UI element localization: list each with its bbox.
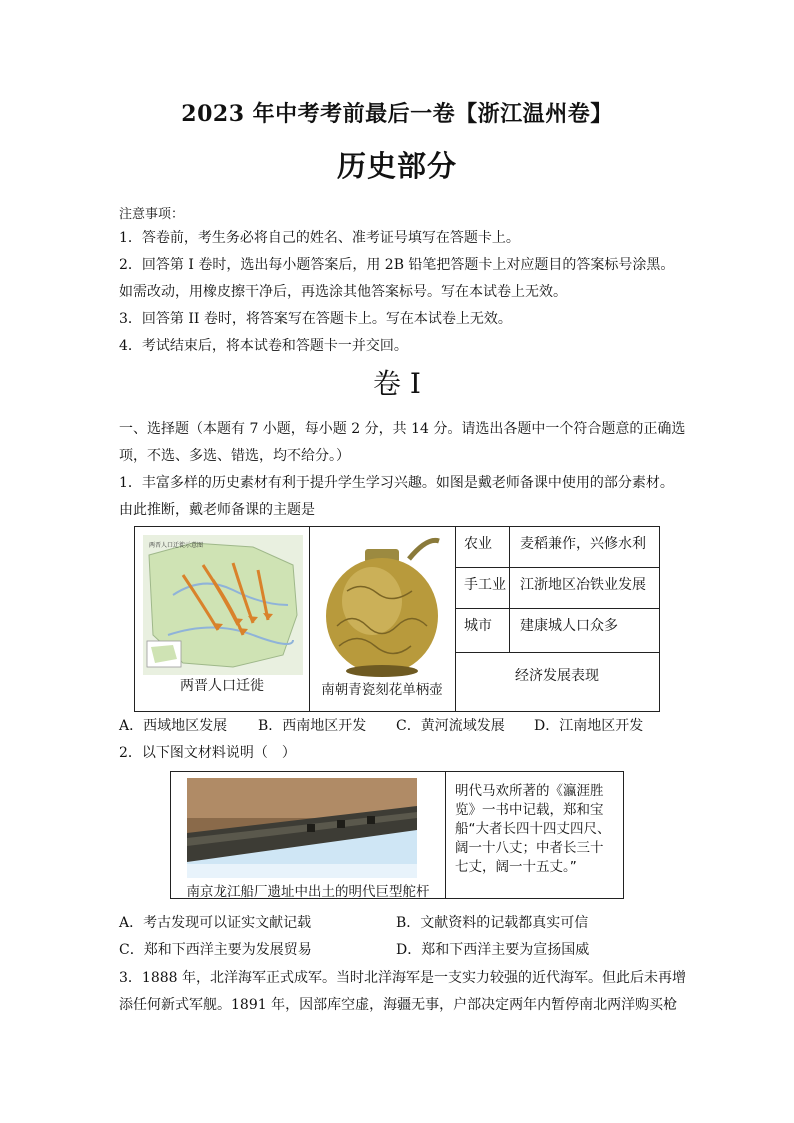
table-footer: 经济发展表现	[515, 668, 599, 684]
table-row-key: 农业	[455, 527, 510, 567]
question-1-figure	[134, 526, 660, 712]
question-3-stem: 添任何新式军舰。1891 年，因部库空虚，海疆无事，户部决定两年内暂停南北两洋购买枪	[119, 997, 678, 1013]
section-intro-line: 项，不选、多选、错选，均不给分。）	[119, 448, 350, 464]
question-2-option-b[interactable]: B．文献资料的记载都真实可信	[396, 915, 589, 931]
notes-item: 3．回答第 II 卷时，将答案写在答题卡上。写在本试卷上无效。	[119, 311, 512, 327]
question-2-option-d[interactable]: D．郑和下西洋主要为宣扬国威	[396, 942, 590, 958]
rudder-caption: 南京龙江船厂遗址中出土的明代巨型舵杆	[186, 884, 430, 900]
question-1-option-c[interactable]: C．黄河流域发展	[396, 718, 505, 734]
quote-line: 览》一书中记载，郑和宝	[455, 802, 604, 818]
question-2-figure	[170, 771, 624, 899]
question-2-option-a[interactable]: A．考古发现可以证实文献记载	[119, 915, 312, 931]
quote-box	[455, 782, 619, 877]
table-row	[455, 609, 659, 653]
notes-item: 1．答卷前，考生务必将自己的姓名、准考证号填写在答题卡上。	[119, 230, 520, 246]
pot-caption: 南朝青瓷刻花单柄壶	[321, 682, 443, 698]
question-1-option-d[interactable]: D．江南地区开发	[534, 718, 644, 734]
section-intro-line: 一、选择题（本题有 7 小题，每小题 2 分，共 14 分。请选出各题中一个符合题意的正确选	[119, 421, 686, 437]
rudder-photo-cell	[171, 772, 446, 898]
table-row	[455, 568, 659, 609]
celadon-pot-image	[317, 531, 447, 681]
notes-heading: 注意事项：	[119, 207, 185, 222]
question-2-stem: 2．以下图文材料说明（ ）	[119, 745, 296, 761]
migration-map-cell	[135, 527, 310, 711]
question-1-stem: 1．丰富多样的历史素材有利于提升学生学习兴趣。如图是戴老师备课中使用的部分素材。	[119, 475, 674, 491]
table-row-value: 建康城人口众多	[520, 618, 618, 634]
table-row-key: 手工业	[455, 568, 510, 608]
question-3-stem: 3．1888 年，北洋海军正式成军。当时北洋海军是一支实力较强的近代海军。但此后未再增	[119, 970, 686, 986]
table-row-value: 江浙地区冶铁业发展	[520, 577, 646, 593]
table-row-key: 城市	[455, 609, 510, 652]
quote-line: 阔一十八丈；中者长三十	[455, 840, 604, 856]
table-row-value: 麦稻兼作，兴修水利	[520, 536, 646, 552]
section-label: 卷 I	[373, 367, 421, 400]
notes-item: 4．考试结束后，将本试卷和答题卡一并交回。	[119, 338, 408, 354]
notes-item: 2．回答第 I 卷时，选出每小题答案后，用 2B 铅笔把答题卡上对应题目的答案标号涂黑。	[119, 257, 675, 273]
question-1-option-a[interactable]: A．西域地区发展	[119, 718, 228, 734]
map-title: 两晋人口迁徙示意图	[149, 542, 204, 549]
table-row	[455, 527, 659, 568]
quote-line: 明代马欢所著的《瀛涯胜	[455, 783, 604, 799]
migration-map-image	[143, 535, 303, 675]
quote-line: 七丈，阔一十五丈。”	[455, 859, 577, 875]
map-caption: 两晋人口迁徙	[180, 678, 264, 694]
rudder-photo-image	[187, 778, 417, 878]
notes-item: 如需改动，用橡皮擦干净后，再选涂其他答案标号。写在本试卷上无效。	[119, 284, 567, 300]
question-1-stem: 由此推断，戴老师备课的主题是	[119, 502, 315, 518]
page-subtitle: 历史部分	[336, 149, 457, 183]
economy-table	[455, 527, 659, 711]
page-title: 2023 年中考考前最后一卷【浙江温州卷】	[181, 101, 613, 127]
pottery-cell	[309, 527, 456, 711]
question-1-option-b[interactable]: B．西南地区开发	[258, 718, 367, 734]
quote-line: 船“大者长四十四丈四尺、	[455, 821, 611, 837]
question-2-option-c[interactable]: C．郑和下西洋主要为发展贸易	[119, 942, 312, 958]
